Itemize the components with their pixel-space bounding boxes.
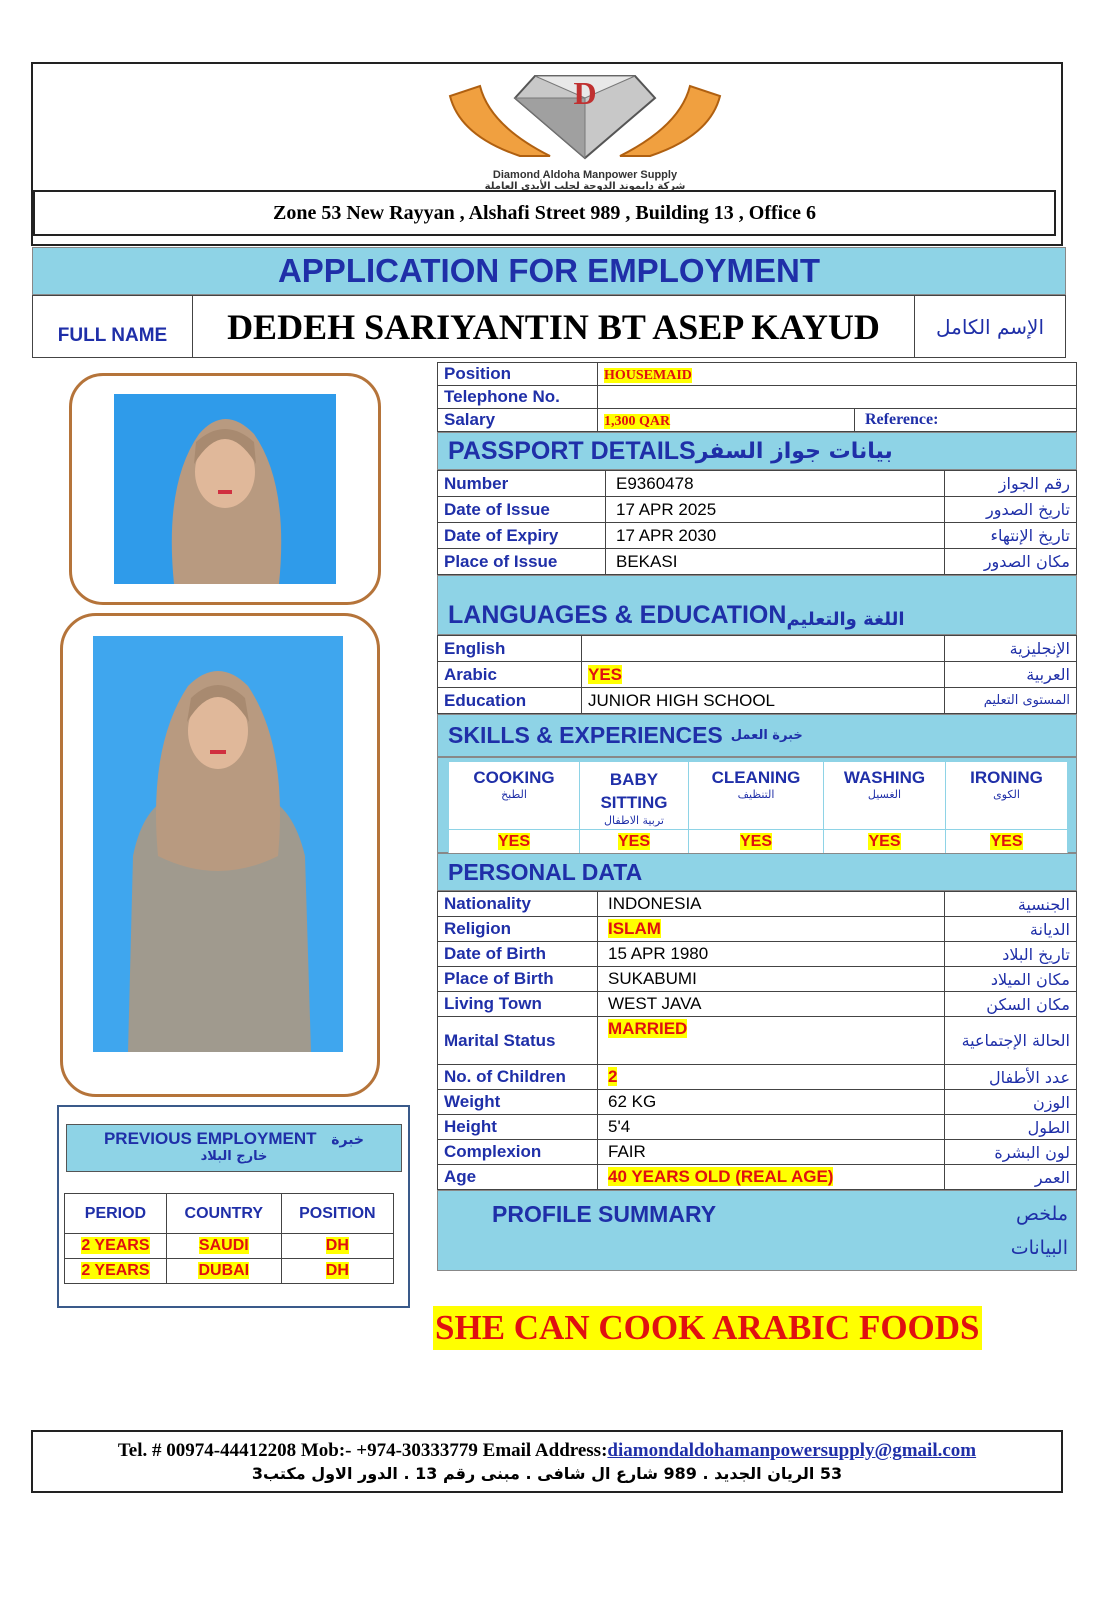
- profile-summary-title-ar1: ملخص: [1015, 1203, 1068, 1225]
- education-label-ar: المستوى التعليم: [945, 688, 1077, 714]
- full-name-label: FULL NAME: [33, 296, 193, 357]
- footer-contact: [33, 1440, 1061, 1462]
- salary-value: 1,300 QAR: [604, 414, 671, 429]
- footer-box: [31, 1430, 1063, 1493]
- previous-employment-title-ar2: خارج البلاد: [200, 1149, 268, 1164]
- skill-washing-value: YES: [868, 832, 901, 850]
- expiry-date-label: Date of Expiry: [438, 523, 606, 549]
- passport-section-header: [437, 432, 1077, 470]
- skills-title: SKILLS & EXPERIENCES: [448, 722, 723, 748]
- skills-section-header: [437, 714, 1077, 757]
- position-value: DH: [325, 1237, 349, 1254]
- table-row: [438, 967, 1077, 992]
- languages-title-ar: اللغة والتعليم: [786, 609, 905, 630]
- telephone-value: [598, 386, 1077, 409]
- skill-baby-sitting-value: YES: [617, 832, 650, 850]
- previous-employment-title: PREVIOUS EMPLOYMENT: [103, 1129, 317, 1148]
- education-label: Education: [438, 688, 582, 714]
- country-value: SAUDI: [198, 1237, 249, 1254]
- previous-employment-title-ar1: خبرة: [331, 1132, 365, 1148]
- full-name-row: [32, 295, 1066, 358]
- remark-text: SHE CAN COOK ARABIC FOODS: [435, 1308, 980, 1347]
- table-row: [438, 549, 1077, 575]
- languages-table: [437, 635, 1077, 714]
- living-town-label: Living Town: [438, 992, 598, 1017]
- english-label: English: [438, 636, 582, 662]
- page-title: APPLICATION FOR EMPLOYMENT: [277, 252, 821, 289]
- nationality-label-ar: الجنسية: [945, 892, 1077, 917]
- telephone-label: Telephone No.: [438, 386, 598, 409]
- skill-cooking-value: YES: [497, 832, 530, 850]
- dob-label-ar: تاريخ البلاد: [945, 942, 1077, 967]
- age-label: Age: [438, 1165, 598, 1190]
- pob-label: Place of Birth: [438, 967, 598, 992]
- profile-summary-title-ar2: البيانات: [1010, 1237, 1068, 1259]
- table-row: [438, 1140, 1077, 1165]
- living-town-value: WEST JAVA: [598, 992, 945, 1017]
- header-country: COUNTRY: [166, 1194, 281, 1234]
- profile-summary-title: PROFILE SUMMARY: [492, 1201, 717, 1227]
- previous-employment-table: [64, 1193, 394, 1284]
- job-info-table: [437, 362, 1077, 432]
- arabic-label: Arabic: [438, 662, 582, 688]
- place-of-issue-label-ar: مكان الصدور: [945, 549, 1077, 575]
- table-row: [438, 497, 1077, 523]
- dob-value: 15 APR 1980: [598, 942, 945, 967]
- passport-number-label-ar: رقم الجواز: [945, 471, 1077, 497]
- position-label: Position: [438, 363, 598, 386]
- passport-title: PASSPORT DETAILS: [448, 436, 696, 465]
- table-row: [65, 1259, 394, 1284]
- personal-section-header: [437, 853, 1077, 891]
- table-row: [438, 892, 1077, 917]
- skill-ironing: IRONING الكوى: [946, 762, 1068, 830]
- expiry-date-value: 17 APR 2030: [606, 523, 945, 549]
- weight-label-ar: الوزن: [945, 1090, 1077, 1115]
- issue-date-value: 17 APR 2025: [606, 497, 945, 523]
- marital-status-value: MARRIED: [608, 1019, 688, 1038]
- skills-band: [437, 757, 1077, 853]
- svg-text:D: D: [573, 75, 597, 111]
- skill-washing: WASHING الغسيل: [824, 762, 946, 830]
- country-value: DUBAI: [198, 1262, 250, 1279]
- height-value: 5'4: [598, 1115, 945, 1140]
- table-row: [438, 992, 1077, 1017]
- children-label: No. of Children: [438, 1065, 598, 1090]
- period-value: 2 YEARS: [81, 1237, 150, 1254]
- english-label-ar: الإنجليزية: [945, 636, 1077, 662]
- person-full-body-icon: [93, 636, 343, 1052]
- reference-label: Reference:: [855, 409, 1077, 432]
- table-row: [65, 1234, 394, 1259]
- skill-cleaning: CLEANING التنظيف: [689, 762, 824, 830]
- nationality-value: INDONESIA: [598, 892, 945, 917]
- skill-cleaning-value: YES: [739, 832, 772, 850]
- header-period: PERIOD: [65, 1194, 167, 1234]
- pob-label-ar: مكان الميلاد: [945, 967, 1077, 992]
- education-value: JUNIOR HIGH SCHOOL: [582, 688, 945, 714]
- children-value: 2: [608, 1067, 618, 1086]
- religion-label-ar: الديانة: [945, 917, 1077, 942]
- company-logo: [440, 66, 730, 192]
- age-label-ar: العمر: [945, 1165, 1077, 1190]
- salary-label: Salary: [438, 409, 598, 432]
- height-label: Height: [438, 1115, 598, 1140]
- table-row: [438, 688, 1077, 714]
- religion-label: Religion: [438, 917, 598, 942]
- address-bar: [33, 190, 1056, 236]
- table-row: [438, 1065, 1077, 1090]
- complexion-value: FAIR: [598, 1140, 945, 1165]
- issue-date-label-ar: تاريخ الصدور: [945, 497, 1077, 523]
- personal-title: PERSONAL DATA: [448, 858, 643, 885]
- footer-address-ar: 53 الريان الجديد . 989 شارع ال شافى . مبنى رقم 13 . الدور الاول مكتب3: [251, 1464, 843, 1483]
- photo-large: [93, 636, 343, 1052]
- weight-value: 62 KG: [598, 1090, 945, 1115]
- skills-table: [448, 761, 1068, 854]
- height-label-ar: الطول: [945, 1115, 1077, 1140]
- skill-cooking: COOKING الطبخ: [449, 762, 580, 830]
- right-column: [437, 362, 1077, 1271]
- table-row: [438, 1017, 1077, 1065]
- email-link[interactable]: diamondaldohamanpowersupply@gmail.com: [607, 1440, 977, 1461]
- address-text: Zone 53 New Rayyan , Alshafi Street 989 , Building 13 , Office 6: [273, 201, 816, 224]
- previous-employment-header: [66, 1124, 402, 1172]
- marital-status-label: Marital Status: [438, 1017, 598, 1065]
- header-position: POSITION: [281, 1194, 393, 1234]
- passport-number-value: E9360478: [606, 471, 945, 497]
- skill-ironing-value: YES: [990, 832, 1023, 850]
- table-row: [438, 1165, 1077, 1190]
- nationality-label: Nationality: [438, 892, 598, 917]
- skill-baby-sitting: BABY SITTING تربية الاطفال: [580, 762, 689, 830]
- expiry-date-label-ar: تاريخ الإنتهاء: [945, 523, 1077, 549]
- table-row: [438, 523, 1077, 549]
- position-value: HOUSEMAID: [604, 368, 692, 383]
- company-name-en: Diamond Aldoha Manpower Supply: [492, 169, 678, 181]
- religion-value: ISLAM: [608, 919, 661, 938]
- living-town-label-ar: مكان السكن: [945, 992, 1077, 1017]
- title-band: [32, 247, 1066, 295]
- children-label-ar: عدد الأطفال: [945, 1065, 1077, 1090]
- company-name-ar: شركة دايموند الدوحة لجلب الأيدي العاملة: [484, 181, 686, 192]
- table-row: [438, 636, 1077, 662]
- skills-title-ar: خبرة العمل: [730, 728, 803, 743]
- passport-title-ar: بيانات جواز السفر: [695, 438, 893, 464]
- pob-value: SUKABUMI: [598, 967, 945, 992]
- dob-label: Date of Birth: [438, 942, 598, 967]
- complexion-label: Complexion: [438, 1140, 598, 1165]
- arabic-value: YES: [588, 664, 623, 684]
- table-row: [438, 1115, 1077, 1140]
- weight-label: Weight: [438, 1090, 598, 1115]
- issue-date-label: Date of Issue: [438, 497, 606, 523]
- footer-contact-text: Tel. # 00974-44412208 Mob:- +974-30333779 Email Address:: [117, 1440, 608, 1461]
- age-value: 40 YEARS OLD (REAL AGE): [608, 1167, 834, 1186]
- remark-banner: [433, 1306, 982, 1350]
- table-row: [438, 1090, 1077, 1115]
- marital-status-label-ar: الحالة الإجتماعية: [945, 1017, 1077, 1065]
- arabic-label-ar: العربية: [945, 662, 1077, 688]
- table-row: [438, 471, 1077, 497]
- table-row: [438, 942, 1077, 967]
- complexion-label-ar: لون البشرة: [945, 1140, 1077, 1165]
- full-name-value: DEDEH SARIYANTIN BT ASEP KAYUD: [193, 296, 915, 357]
- personal-table: [437, 891, 1077, 1190]
- profile-summary-box: [437, 1190, 1077, 1271]
- place-of-issue-label: Place of Issue: [438, 549, 606, 575]
- place-of-issue-value: BEKASI: [606, 549, 945, 575]
- period-value: 2 YEARS: [81, 1262, 150, 1279]
- table-row: [438, 917, 1077, 942]
- person-portrait-icon: [114, 394, 336, 584]
- photo-small: [114, 394, 336, 584]
- languages-title: LANGUAGES & EDUCATION: [448, 601, 787, 629]
- passport-number-label: Number: [438, 471, 606, 497]
- passport-table: [437, 470, 1077, 575]
- table-row: [438, 662, 1077, 688]
- english-value: [582, 636, 945, 662]
- position-value: DH: [325, 1262, 349, 1279]
- diamond-hands-icon: [440, 66, 730, 166]
- full-name-label-ar: الإسم الكامل: [935, 314, 1045, 339]
- languages-section-header: [437, 575, 1077, 635]
